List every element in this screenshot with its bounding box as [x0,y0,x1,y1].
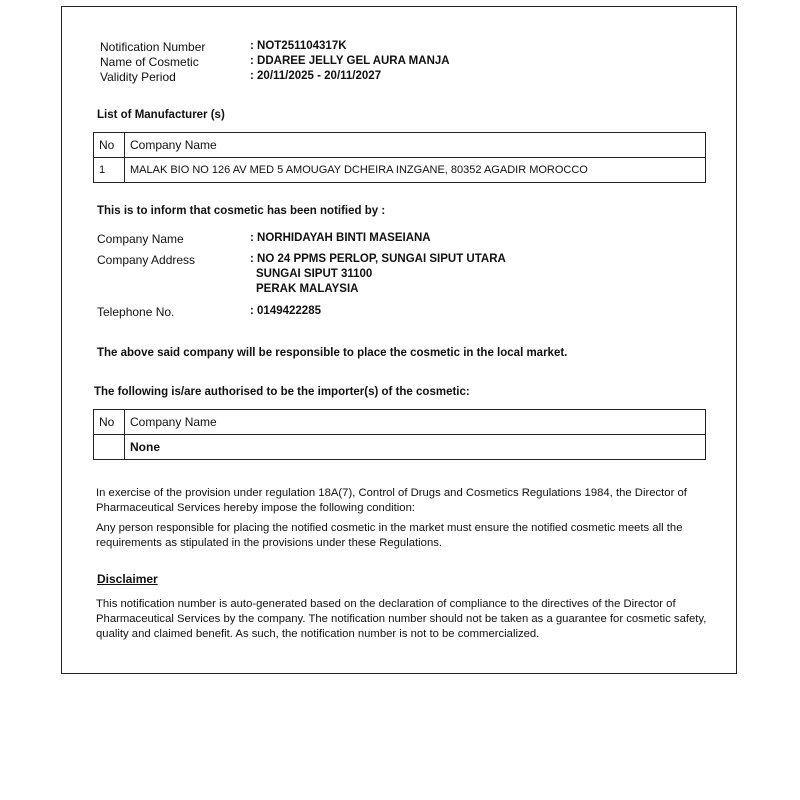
table-row [94,158,706,183]
disclaimer-title: Disclaimer [97,572,158,586]
importer-no [94,435,125,460]
manufacturer-company: MALAK BIO NO 126 AV MED 5 AMOUGAY DCHEIRA INZGANE, 80352 AGADIR MOROCCO [125,158,706,183]
col-no-header: No [94,133,125,158]
table-row [94,435,706,460]
col-company-header: Company Name [125,410,706,435]
table-header-row [94,133,706,158]
col-company-header: Company Name [125,133,706,158]
cosmetic-name-label: Name of Cosmetic [100,55,199,69]
notifier-intro: This is to inform that cosmetic has been notified by : [97,205,386,217]
manufacturer-no: 1 [94,158,125,183]
manufacturers-table [93,132,706,183]
address-line-2: SUNGAI SIPUT 31100 [256,268,373,280]
responsibility-statement: The above said company will be responsible to place the cosmetic in the local market. [97,347,568,359]
address-line-3: PERAK MALAYSIA [256,283,359,295]
cosmetic-name-value: : DDAREE JELLY GEL AURA MANJA [250,55,450,67]
importers-table [93,409,706,460]
telephone-value: : 0149422285 [250,305,321,317]
condition-paragraph-2: Any person responsible for placing the notified cosmetic in the market must ensure the notified cosmetic meets all the requirements as stipulated in the provisions under these Regulations. [96,522,683,549]
validity-value: : 20/11/2025 - 20/11/2027 [250,70,382,82]
importers-title: The following is/are authorised to be the importer(s) of the cosmetic: [94,386,470,398]
disclaimer-text: This notification number is auto-generated based on the declaration of compliance to the directives of the Director of Pharmaceutical Services by the company. The notification number should not be taken as a guarantee for cosmetic safety, quality and claimed benefit. As such, the notification number is not to be commercialized. [96,598,707,640]
importer-company: None [125,435,706,460]
company-name-value: : NORHIDAYAH BINTI MASEIANA [250,232,431,244]
table-header-row [94,410,706,435]
address-line-1: : NO 24 PPMS PERLOP, SUNGAI SIPUT UTARA [250,253,506,265]
notification-number-label: Notification Number [100,40,206,54]
company-name-label: Company Name [97,232,184,246]
manufacturers-title: List of Manufacturer (s) [97,109,225,121]
company-address-label: Company Address [97,253,196,267]
telephone-label: Telephone No. [97,305,175,319]
document-border [61,6,737,674]
col-no-header: No [94,410,125,435]
validity-label: Validity Period [100,70,176,84]
condition-paragraph-1: In exercise of the provision under regulation 18A(7), Control of Drugs and Cosmetics Regulations 1984, the Director of Pharmaceutical Services hereby impose the following condition: [96,487,687,514]
notification-number-value: : NOT251104317K [250,40,347,52]
